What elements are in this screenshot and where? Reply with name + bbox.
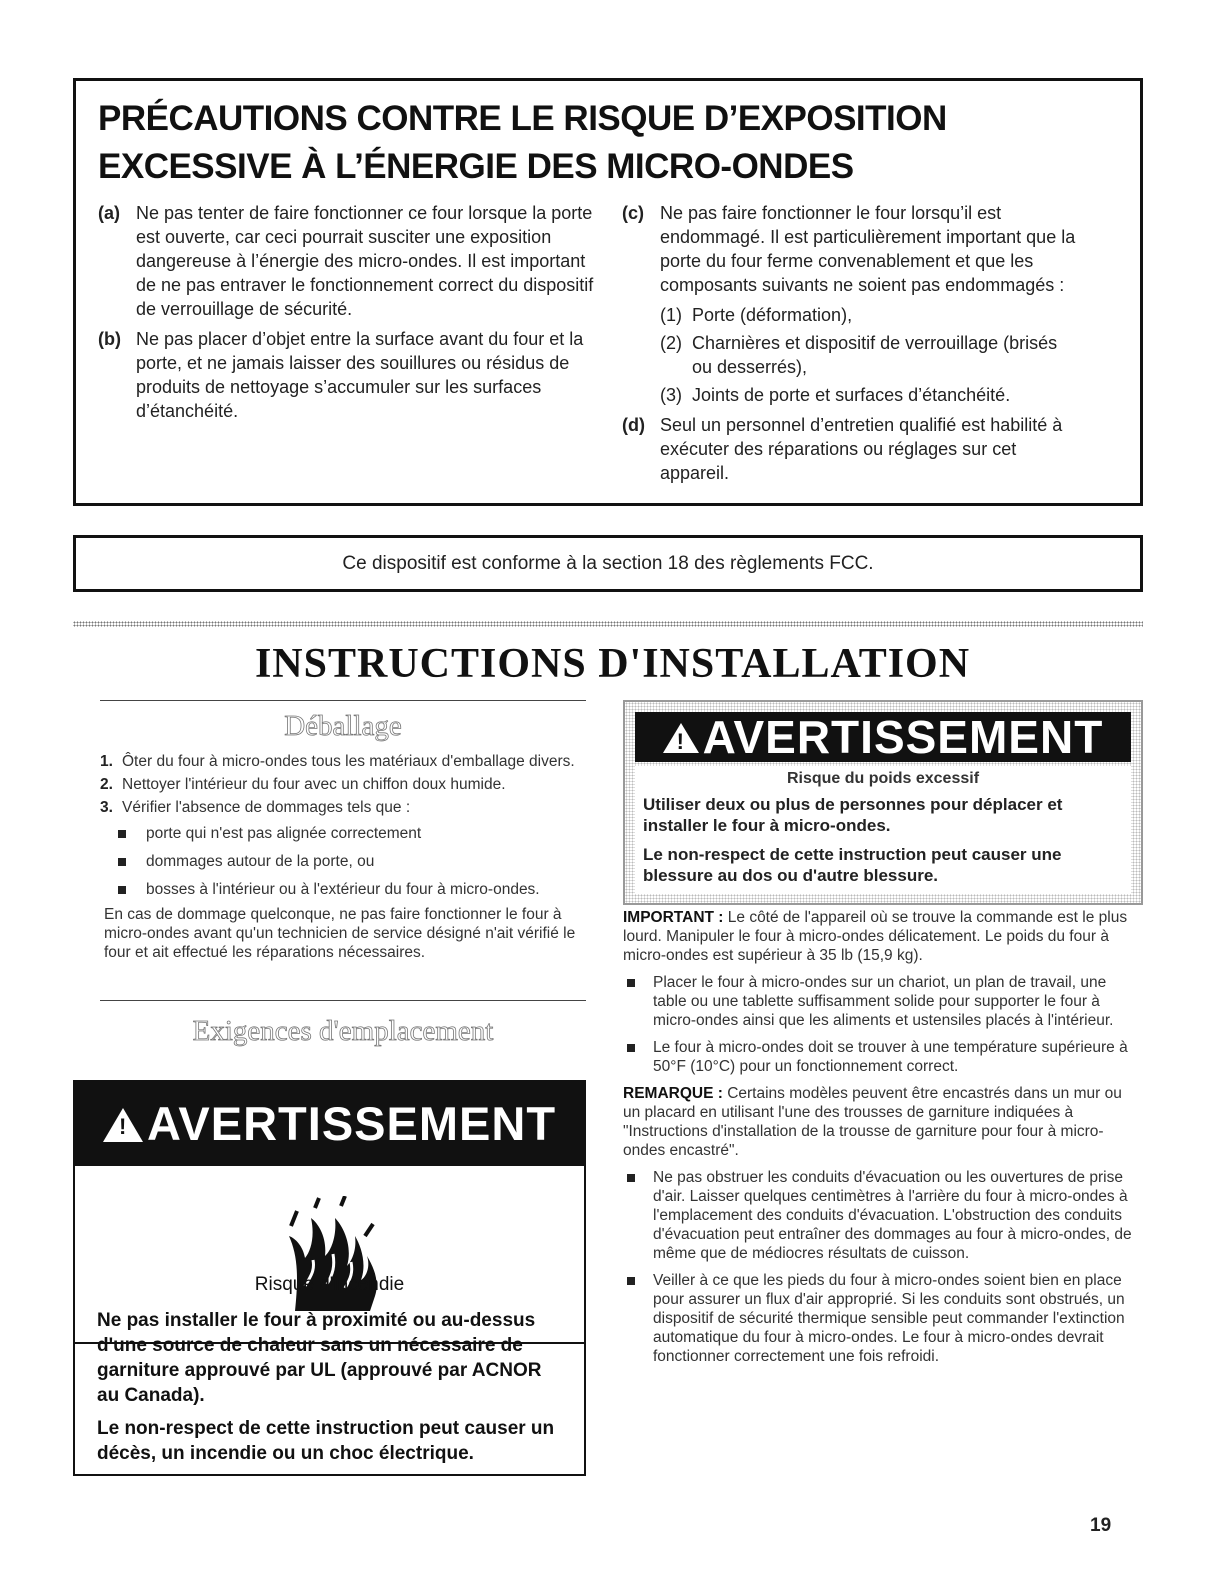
item-label: (c) <box>622 203 644 223</box>
dotted-separator <box>73 621 1143 627</box>
subitem-label: (3) <box>660 385 682 405</box>
location-heading: Exigences d'emplacement <box>192 1015 494 1047</box>
weight-warning-body <box>635 766 1131 894</box>
damage-bullet: dommages autour de la porte, ou <box>100 852 588 871</box>
precautions-box <box>73 78 1143 506</box>
important-label: IMPORTANT : <box>623 909 724 926</box>
step-number: 3. <box>100 799 113 816</box>
subitem-text: Porte (déformation), <box>692 305 853 325</box>
weight-warning-text-2: Le non-respect de cette instruction peut causer une blessure au dos ou d'autre blessure. <box>643 845 1062 885</box>
item-text: Ne pas faire fonctionner le four lorsqu’il est endommagé. Il est particulièrement important que la porte du four ferme convenablement et que les composants suivants ne soient pas endommagés : <box>660 203 1076 295</box>
subitem-text: Joints de porte et surfaces d’étanchéité. <box>692 385 1011 405</box>
precautions-left-column <box>98 201 598 429</box>
precaution-item-c <box>622 201 1082 297</box>
precaution-subitem-1 <box>622 303 1082 327</box>
step-text: Ôter du four à micro-ondes tous les matériaux d'emballage divers. <box>122 753 575 770</box>
unpacking-heading: Déballage <box>284 710 402 742</box>
section-rule <box>100 700 586 701</box>
precautions-right-column <box>622 201 1082 491</box>
damage-bullet: bosses à l'intérieur ou à l'extérieur du four à micro-ondes. <box>100 880 588 899</box>
remark-label: REMARQUE : <box>623 1085 723 1102</box>
precautions-title-line1: PRÉCAUTIONS CONTRE LE RISQUE D’EXPOSITION <box>98 99 947 138</box>
fire-warning-text-1: Ne pas installer le four à proximité ou au-dessus d'une source de chaleur sans un nécessaire de garniture approuvé par UL (approuvé par ACNOR au Canada). <box>97 1310 542 1406</box>
unpacking-step <box>100 752 588 771</box>
item-text: Ne pas tenter de faire fonctionner ce four lorsque la porte est ouverte, car ceci pourrait susciter une exposition dangereuse à l’énergie des micro-ondes. Il est important de ne pas entraver le fonctionnement correct du dispositif de verrouillage de sécurité. <box>136 203 594 319</box>
fcc-notice: Ce dispositif est conforme à la section 18 des règlements FCC. <box>73 535 1143 592</box>
item-text: Seul un personnel d’entretien qualifié est habilité à exécuter des réparations ou réglages sur cet appareil. <box>660 415 1063 483</box>
placement-bullet: Placer le four à micro-ondes sur un chariot, un plan de travail, une table ou une tablette suffisamment solide pour supporter le four à micro-ondes ainsi que les aliments et ustensiles placés à l'intérieur. <box>623 973 1141 1030</box>
unpacking-section <box>100 752 588 962</box>
placement-bullet: Le four à micro-ondes doit se trouver à une température supérieure à 50°F (10°C) pour un fonctionnement correct. <box>623 1038 1141 1076</box>
unpacking-step <box>100 798 588 817</box>
fire-warning-banner <box>75 1082 584 1166</box>
unpacking-note: En cas de dommage quelconque, ne pas faire fonctionner le four à micro-ondes avant qu'un technicien de service désigné n'ait vérifié le four et ait effectué les réparations nécessaires. <box>104 906 576 961</box>
fire-warning-subtitle: Risque d'incendie <box>254 1274 405 1295</box>
step-text: Vérifier l'absence de dommages tels que : <box>122 799 411 816</box>
weight-warning-text-1: Utiliser deux ou plus de personnes pour déplacer et installer le four à micro-ondes. <box>643 795 1063 835</box>
step-text: Nettoyer l'intérieur du four avec un chiffon doux humide. <box>122 776 506 793</box>
weight-warning-subtitle: Risque du poids excessif <box>786 770 980 787</box>
fire-warning-box <box>73 1080 586 1476</box>
subitem-label: (1) <box>660 305 682 325</box>
precaution-item-b <box>98 327 598 423</box>
warning-banner-text: AVERTISSEMENT <box>702 711 1104 763</box>
item-text: Ne pas placer d’objet entre la surface avant du four et la porte, et ne jamais laisser des souillures ou résidus de produits de nettoyage s’accumuler sur les surfaces d’étanchéité. <box>136 329 584 421</box>
important-text: Le côté de l'appareil où se trouve la commande est le plus lourd. Manipuler le four à micro-ondes délicatement. Le poids du four à micro-ondes est supérieur à 35 lb (15,9 kg). <box>623 909 1128 964</box>
step-number: 1. <box>100 753 113 770</box>
weight-warning-box <box>623 700 1143 905</box>
weight-warning-banner <box>635 712 1131 762</box>
warning-banner-text: AVERTISSEMENT <box>146 1097 557 1150</box>
item-label: (b) <box>98 329 121 349</box>
precaution-subitem-2 <box>622 331 1082 379</box>
right-instructions <box>623 908 1141 1374</box>
ventilation-bullet: Ne pas obstruer les conduits d'évacuation ou les ouvertures de prise d'air. Laisser quelques centimètres à l'arrière du four à micro-ondes à l'emplacement des conduits d'évacuation. L'obstruction des conduits d'évacuation peut entraîner des dommages au four à micro-ondes, de même que de médiocres résultats de cuisson. <box>623 1168 1141 1263</box>
warning-triangle-icon <box>663 723 699 753</box>
important-paragraph <box>623 908 1141 965</box>
fire-icon <box>275 1196 385 1316</box>
unpacking-step <box>100 775 588 794</box>
ventilation-bullet: Veiller à ce que les pieds du four à micro-ondes soient bien en place pour assurer un flux d'air approprié. Si les conduits sont obstrués, un dispositif de sécurité thermique sensible peut commander l'extinction automatique du four à micro-ondes. Le four à micro-ondes devrait fonctionner correctement une fois refroidi. <box>623 1271 1141 1366</box>
fire-warning-text-2: Le non-respect de cette instruction peut causer un décès, un incendie ou un choc électrique. <box>97 1418 555 1464</box>
damage-bullet: porte qui n'est pas alignée correctement <box>100 824 588 843</box>
precaution-item-d <box>622 413 1082 485</box>
subitem-label: (2) <box>660 333 682 353</box>
precaution-item-a <box>98 201 598 321</box>
remark-paragraph <box>623 1084 1141 1160</box>
item-label: (d) <box>622 415 645 435</box>
item-label: (a) <box>98 203 120 223</box>
page-number: 19 <box>1090 1515 1112 1536</box>
section-rule <box>100 1000 586 1001</box>
precautions-title-line2: EXCESSIVE À L’ÉNERGIE DES MICRO-ONDES <box>98 147 854 186</box>
precaution-subitem-3 <box>622 383 1082 407</box>
step-number: 2. <box>100 776 113 793</box>
installation-title: INSTRUCTIONS D'INSTALLATION <box>254 641 971 687</box>
subitem-text: Charnières et dispositif de verrouillage (brisés ou desserrés), <box>692 333 1058 377</box>
remark-text: Certains modèles peuvent être encastrés dans un mur ou un placard en utilisant l'une des trousses de garniture indiquées à "Instructions d'installation de la trousse de garniture pour four à micro-ondes encastré". <box>623 1085 1122 1159</box>
warning-triangle-icon <box>103 1108 143 1142</box>
